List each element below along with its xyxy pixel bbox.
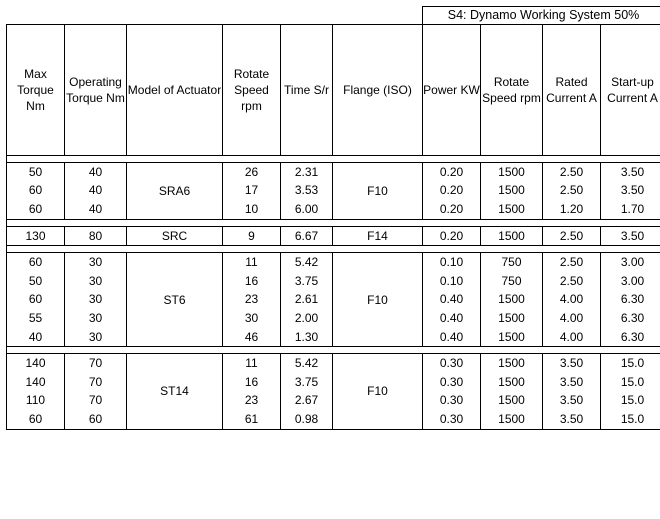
cell-time-value: 1.30 [281, 328, 332, 347]
cell-max-torque-value: 60 [7, 253, 64, 272]
header-rotate-speed [223, 24, 281, 155]
cell-operating-torque-value: 40 [65, 181, 126, 200]
cell-model: ST6 [127, 253, 223, 347]
cell-startup-current-value: 1.70 [601, 200, 660, 219]
cell-power [423, 226, 481, 246]
header-power-label: Power KW [423, 82, 480, 98]
cell-dyn-rotate-speed-value: 1500 [481, 200, 542, 219]
cell-max-torque-value: 40 [7, 328, 64, 347]
blank-corner-cell-1 [7, 7, 65, 25]
cell-operating-torque-value: 30 [65, 253, 126, 272]
cell-rotate-speed-stack [223, 253, 280, 346]
cell-power [423, 354, 481, 429]
cell-rotate-speed-value: 10 [223, 200, 280, 219]
cell-power-value: 0.30 [423, 354, 480, 373]
cell-rotate-speed-stack [223, 163, 280, 219]
cell-rotate-speed [223, 162, 281, 219]
cell-rated-current-value: 2.50 [543, 163, 600, 182]
cell-startup-current-value: 15.0 [601, 410, 660, 429]
cell-max-torque-value: 60 [7, 410, 64, 429]
cell-max-torque-value: 140 [7, 354, 64, 373]
cell-rated-current-value: 3.50 [543, 391, 600, 410]
header-rated-current [543, 24, 601, 155]
cell-rotate-speed-value: 16 [223, 272, 280, 291]
table-body [7, 7, 660, 430]
cell-dyn-rotate-speed-value: 1500 [481, 391, 542, 410]
cell-rated-current [543, 226, 601, 246]
cell-flange: F10 [333, 253, 423, 347]
cell-time-value: 5.42 [281, 354, 332, 373]
header-startup-current [601, 24, 660, 155]
cell-rated-current-value: 4.00 [543, 290, 600, 309]
cell-max-torque-value: 110 [7, 391, 64, 410]
cell-rated-current [543, 162, 601, 219]
cell-rated-current-value: 3.50 [543, 354, 600, 373]
cell-time-value: 6.67 [281, 227, 332, 246]
cell-startup-current-stack [601, 227, 660, 246]
cell-time-value: 2.00 [281, 309, 332, 328]
cell-rated-current-stack [543, 354, 600, 428]
cell-time-stack [281, 253, 332, 346]
cell-operating-torque [65, 354, 127, 429]
cell-dyn-rotate-speed-value: 1500 [481, 309, 542, 328]
cell-dyn-rotate-speed-stack [481, 253, 542, 346]
cell-max-torque [7, 253, 65, 347]
cell-rated-current-stack [543, 227, 600, 246]
cell-power-value: 0.40 [423, 309, 480, 328]
cell-max-torque-value: 50 [7, 163, 64, 182]
cell-rated-current-stack [543, 163, 600, 219]
cell-rotate-speed-value: 23 [223, 391, 280, 410]
cell-power-value: 0.20 [423, 163, 480, 182]
cell-power-stack [423, 253, 480, 346]
cell-rated-current [543, 253, 601, 347]
cell-rotate-speed-value: 16 [223, 373, 280, 392]
cell-rated-current-value: 3.50 [543, 373, 600, 392]
blank-corner-cell-6 [333, 7, 423, 25]
cell-dyn-rotate-speed-stack [481, 163, 542, 219]
cell-dyn-rotate-speed-value: 1500 [481, 181, 542, 200]
cell-time-stack [281, 163, 332, 219]
cell-operating-torque-stack [65, 354, 126, 428]
header-operating-torque-label: Operating Torque Nm [65, 74, 126, 106]
header-row [7, 24, 660, 155]
group-spacer-cell [7, 219, 660, 226]
cell-startup-current-stack [601, 354, 660, 428]
cell-rotate-speed [223, 226, 281, 246]
cell-power-stack [423, 163, 480, 219]
cell-model: SRC [127, 226, 223, 246]
header-rotate-speed-label: Rotate Speed rpm [223, 66, 280, 115]
header-max-torque [7, 24, 65, 155]
cell-time-value: 0.98 [281, 410, 332, 429]
cell-flange: F10 [333, 162, 423, 219]
group-spacer-row [7, 246, 660, 253]
cell-time-value: 2.61 [281, 290, 332, 309]
cell-max-torque-value: 130 [7, 227, 64, 246]
cell-dyn-rotate-speed-value: 1500 [481, 373, 542, 392]
cell-operating-torque-value: 30 [65, 272, 126, 291]
cell-startup-current-value: 6.30 [601, 290, 660, 309]
cell-startup-current-value: 3.50 [601, 181, 660, 200]
cell-power-stack [423, 227, 480, 246]
cell-operating-torque-value: 70 [65, 354, 126, 373]
cell-dyn-rotate-speed-value: 1500 [481, 227, 542, 246]
actuator-spec-table [6, 6, 660, 430]
blank-corner-cell-2 [65, 7, 127, 25]
cell-max-torque-stack [7, 227, 64, 246]
cell-power-value: 0.10 [423, 272, 480, 291]
cell-dyn-rotate-speed-stack [481, 227, 542, 246]
header-time [281, 24, 333, 155]
blank-corner-cell-5 [281, 7, 333, 25]
header-dyn-rotate-speed [481, 24, 543, 155]
cell-time [281, 162, 333, 219]
header-dyn-rotate-speed-label: Rotate Speed rpm [481, 74, 542, 106]
cell-power-value: 0.20 [423, 227, 480, 246]
cell-operating-torque-value: 60 [65, 410, 126, 429]
blank-corner-cell-3 [127, 7, 223, 25]
cell-power [423, 162, 481, 219]
cell-time-value: 3.75 [281, 373, 332, 392]
cell-flange: F14 [333, 226, 423, 246]
cell-time-value: 3.75 [281, 272, 332, 291]
group-spacer-row [7, 219, 660, 226]
cell-operating-torque [65, 253, 127, 347]
cell-flange: F10 [333, 354, 423, 429]
cell-operating-torque [65, 226, 127, 246]
table-row [7, 162, 660, 219]
cell-rotate-speed-value: 26 [223, 163, 280, 182]
cell-time-value: 3.53 [281, 181, 332, 200]
cell-rotate-speed-value: 9 [223, 227, 280, 246]
cell-max-torque-stack [7, 163, 64, 219]
cell-operating-torque-value: 30 [65, 328, 126, 347]
cell-power-value: 0.30 [423, 373, 480, 392]
header-flange [333, 24, 423, 155]
cell-operating-torque [65, 162, 127, 219]
cell-operating-torque-stack [65, 163, 126, 219]
cell-power-value: 0.40 [423, 328, 480, 347]
cell-max-torque [7, 162, 65, 219]
cell-rotate-speed [223, 253, 281, 347]
cell-rated-current-stack [543, 253, 600, 346]
cell-rated-current-value: 4.00 [543, 309, 600, 328]
cell-time-stack [281, 354, 332, 428]
cell-startup-current-value: 3.50 [601, 227, 660, 246]
cell-model: SRA6 [127, 162, 223, 219]
cell-operating-torque-value: 80 [65, 227, 126, 246]
header-rated-current-label: Rated Current A [543, 74, 600, 106]
group-spacer-row [7, 155, 660, 162]
cell-model: ST14 [127, 354, 223, 429]
dynamo-group-header: S4: Dynamo Working System 50% [423, 7, 660, 25]
cell-time-value: 2.31 [281, 163, 332, 182]
cell-operating-torque-stack [65, 253, 126, 346]
cell-startup-current-value: 15.0 [601, 391, 660, 410]
cell-operating-torque-value: 40 [65, 200, 126, 219]
cell-time [281, 253, 333, 347]
cell-dyn-rotate-speed-value: 1500 [481, 290, 542, 309]
cell-max-torque-stack [7, 253, 64, 346]
cell-rated-current-value: 4.00 [543, 328, 600, 347]
cell-dyn-rotate-speed-value: 750 [481, 253, 542, 272]
table-row [7, 226, 660, 246]
cell-startup-current [601, 226, 660, 246]
cell-max-torque-value: 60 [7, 181, 64, 200]
cell-power-value: 0.30 [423, 410, 480, 429]
group-spacer-cell [7, 155, 660, 162]
cell-startup-current-value: 6.30 [601, 309, 660, 328]
cell-rated-current-value: 2.50 [543, 253, 600, 272]
cell-operating-torque-value: 30 [65, 309, 126, 328]
cell-rotate-speed-value: 46 [223, 328, 280, 347]
cell-max-torque-value: 140 [7, 373, 64, 392]
cell-power-value: 0.20 [423, 181, 480, 200]
cell-rated-current-value: 3.50 [543, 410, 600, 429]
spec-sheet [0, 6, 660, 519]
cell-power-value: 0.10 [423, 253, 480, 272]
cell-startup-current-value: 15.0 [601, 373, 660, 392]
cell-rated-current-value: 2.50 [543, 181, 600, 200]
cell-dyn-rotate-speed-value: 1500 [481, 163, 542, 182]
cell-startup-current [601, 354, 660, 429]
cell-power-value: 0.40 [423, 290, 480, 309]
cell-dyn-rotate-speed-stack [481, 354, 542, 428]
cell-startup-current-value: 3.50 [601, 163, 660, 182]
header-model [127, 24, 223, 155]
cell-startup-current-value: 15.0 [601, 354, 660, 373]
cell-operating-torque-value: 70 [65, 373, 126, 392]
cell-time-value: 5.42 [281, 253, 332, 272]
cell-operating-torque-value: 40 [65, 163, 126, 182]
table-row [7, 354, 660, 429]
cell-dyn-rotate-speed-value: 1500 [481, 354, 542, 373]
header-time-label: Time S/r [281, 82, 332, 98]
cell-time-value: 2.67 [281, 391, 332, 410]
cell-rotate-speed-value: 23 [223, 290, 280, 309]
header-max-torque-label: Max Torque Nm [7, 66, 64, 115]
cell-time [281, 354, 333, 429]
cell-max-torque-value: 60 [7, 200, 64, 219]
cell-dyn-rotate-speed [481, 226, 543, 246]
header-operating-torque [65, 24, 127, 155]
cell-rotate-speed-stack [223, 227, 280, 246]
blank-corner-cell-4 [223, 7, 281, 25]
cell-time [281, 226, 333, 246]
cell-dyn-rotate-speed-value: 750 [481, 272, 542, 291]
cell-dyn-rotate-speed [481, 354, 543, 429]
cell-max-torque-stack [7, 354, 64, 428]
cell-rated-current-value: 1.20 [543, 200, 600, 219]
cell-startup-current-stack [601, 253, 660, 346]
cell-operating-torque-value: 30 [65, 290, 126, 309]
table-row [7, 253, 660, 347]
cell-max-torque [7, 354, 65, 429]
cell-rotate-speed-value: 30 [223, 309, 280, 328]
group-spacer-cell [7, 246, 660, 253]
cell-rated-current [543, 354, 601, 429]
group-title-row [7, 7, 660, 25]
cell-rated-current-value: 2.50 [543, 272, 600, 291]
cell-power-value: 0.20 [423, 200, 480, 219]
cell-time-stack [281, 227, 332, 246]
cell-startup-current-value: 3.00 [601, 272, 660, 291]
cell-dyn-rotate-speed [481, 162, 543, 219]
header-power [423, 24, 481, 155]
cell-rated-current-value: 2.50 [543, 227, 600, 246]
cell-rotate-speed-stack [223, 354, 280, 428]
cell-operating-torque-stack [65, 227, 126, 246]
cell-startup-current-stack [601, 163, 660, 219]
group-spacer-row [7, 347, 660, 354]
cell-dyn-rotate-speed-value: 1500 [481, 410, 542, 429]
cell-max-torque-value: 50 [7, 272, 64, 291]
cell-rotate-speed-value: 11 [223, 253, 280, 272]
cell-startup-current-value: 6.30 [601, 328, 660, 347]
cell-rotate-speed [223, 354, 281, 429]
cell-power [423, 253, 481, 347]
header-flange-label: Flange (ISO) [333, 82, 422, 98]
cell-rotate-speed-value: 61 [223, 410, 280, 429]
cell-rotate-speed-value: 11 [223, 354, 280, 373]
cell-power-value: 0.30 [423, 391, 480, 410]
cell-max-torque-value: 55 [7, 309, 64, 328]
cell-startup-current-value: 3.00 [601, 253, 660, 272]
cell-operating-torque-value: 70 [65, 391, 126, 410]
header-startup-current-label: Start-up Current A [601, 74, 660, 106]
cell-dyn-rotate-speed-value: 1500 [481, 328, 542, 347]
cell-time-value: 6.00 [281, 200, 332, 219]
cell-rotate-speed-value: 17 [223, 181, 280, 200]
cell-power-stack [423, 354, 480, 428]
cell-dyn-rotate-speed [481, 253, 543, 347]
cell-max-torque-value: 60 [7, 290, 64, 309]
cell-startup-current [601, 253, 660, 347]
cell-startup-current [601, 162, 660, 219]
header-model-label: Model of Actuator [127, 82, 222, 98]
group-spacer-cell [7, 347, 660, 354]
cell-max-torque [7, 226, 65, 246]
